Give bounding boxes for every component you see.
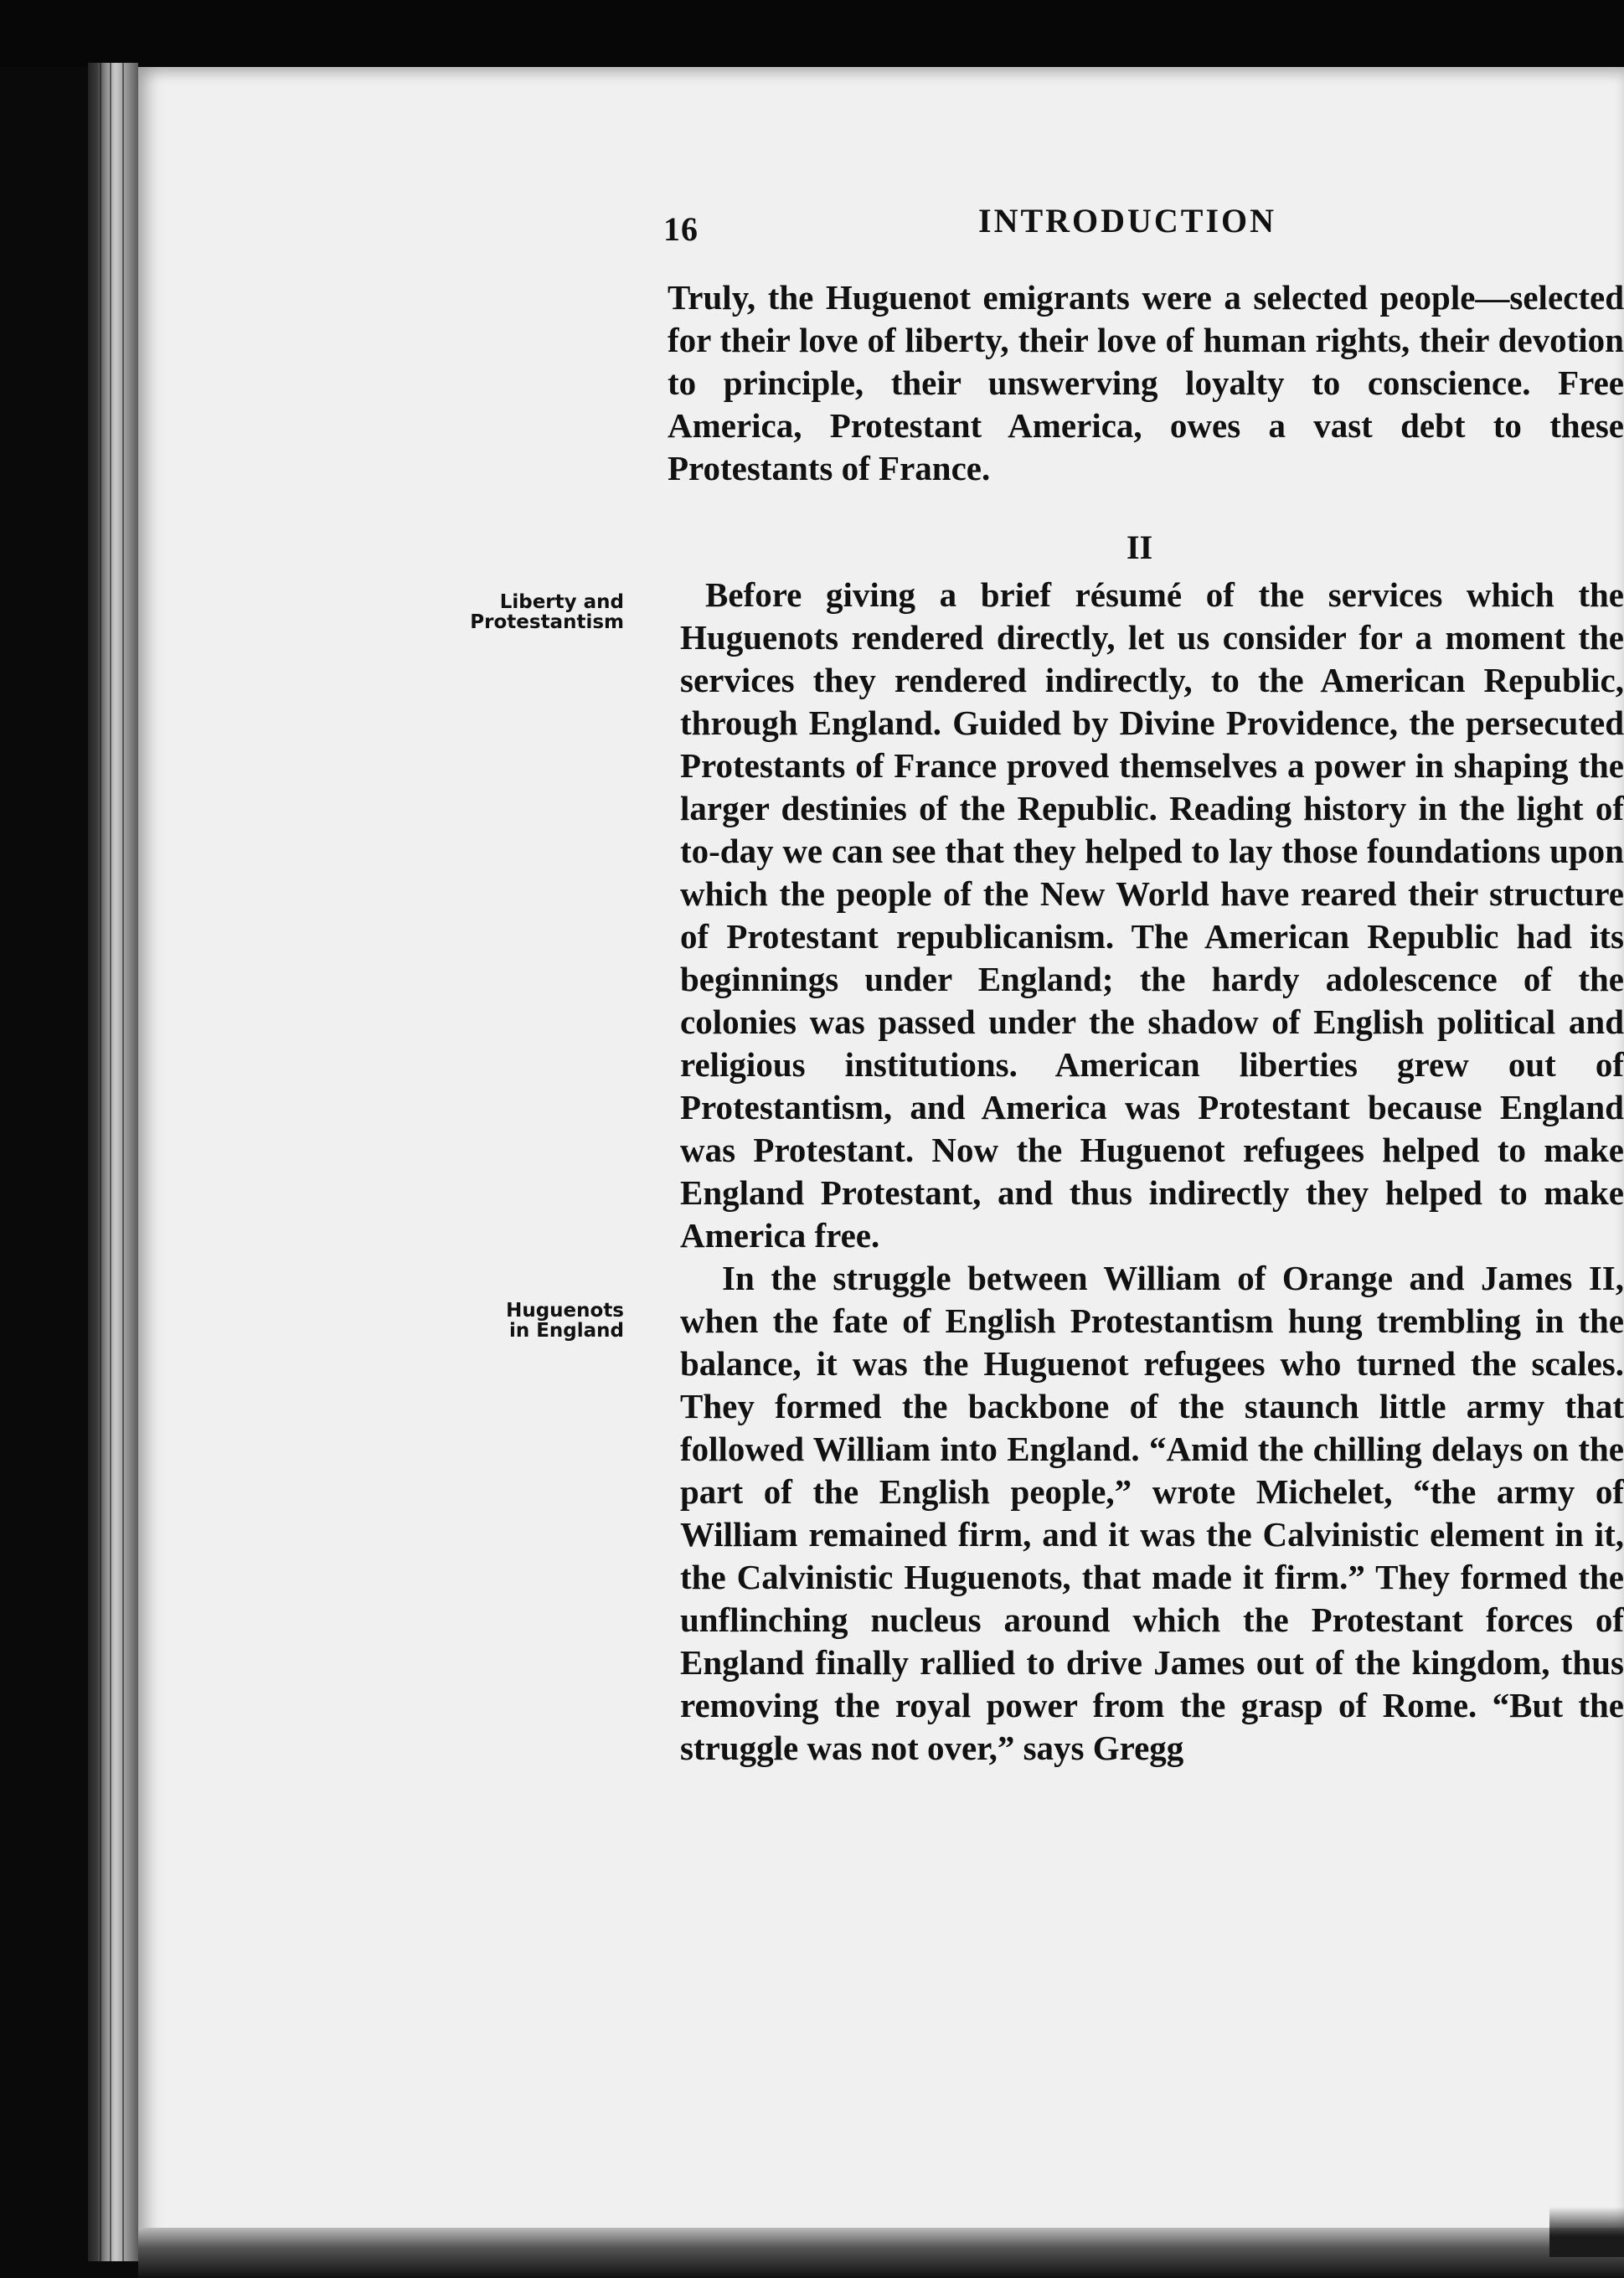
- running-head: INTRODUCTION: [978, 202, 1277, 240]
- sidenote-line: in England: [508, 1320, 624, 1342]
- sidenote-huguenots-england: [436, 1301, 624, 1341]
- corner-shadow: [1549, 2207, 1624, 2257]
- sidenote-line: Protestantism: [470, 611, 624, 633]
- opening-text-block: [668, 276, 1624, 490]
- page-bottom-shadow: [138, 2228, 1624, 2278]
- section-two-text-block: [680, 574, 1624, 1770]
- opening-paragraph: Truly, the Huguenot emigrants were a selected people—selected for their love of liberty, their love of human rights, their devotion to principle, their unswerving loyalty to conscience. Free America, Protestant America, owes a vast debt to these Protestants of France.: [668, 278, 1624, 487]
- sidenote-line: Liberty and: [499, 591, 624, 613]
- paragraph: Before giving a brief résumé of the services which the Huguenots rendered directly, let us consider for a moment the services they rendered indirectly, to the American Republic, through England. Guided by Divine Providence, the persecuted Protestants of France proved themselves a power in shaping the larger destinies of the Republic. Reading history in the light of to-day we can see that they helped to lay those foundations upon which the people of the New World have reared their structure of Protestant republicanism. The American Republic had its beginnings under England; the hardy adolescence of the colonies was passed under the shadow of English political and religious institutions. American liberties grew out of Protestantism, and America was Protestant because England was Protestant. Now the Huguenot refugees helped to make England Protestant, and thus indirectly they helped to make America free.: [680, 575, 1624, 1255]
- page-number: 16: [663, 210, 699, 248]
- sidenote-line: Huguenots: [506, 1300, 624, 1322]
- section-number: II: [1126, 528, 1153, 566]
- sidenote-liberty-protestantism: [436, 592, 624, 632]
- paragraph: In the struggle between William of Orange and James II, when the fate of English Protestantism hung trembling in the balance, it was the Huguenot refugees who turned the scales. They formed the backbone of the staunch little army that followed William into England. “Amid the chilling delays on the part of the English people,” wrote Michelet, “the army of William remained firm, and it was the Calvinistic element in it, the Calvinistic Huguenots, that made it firm.” They formed the unflinching nucleus around which the Protestant forces of England finally rallied to drive James out of the kingdom, thus removing the royal power from the grasp of Rome. “But the struggle was not over,” says Gregg: [680, 1259, 1624, 1767]
- book-spine-edge: [88, 63, 138, 2261]
- scan-top-border: [0, 0, 1624, 67]
